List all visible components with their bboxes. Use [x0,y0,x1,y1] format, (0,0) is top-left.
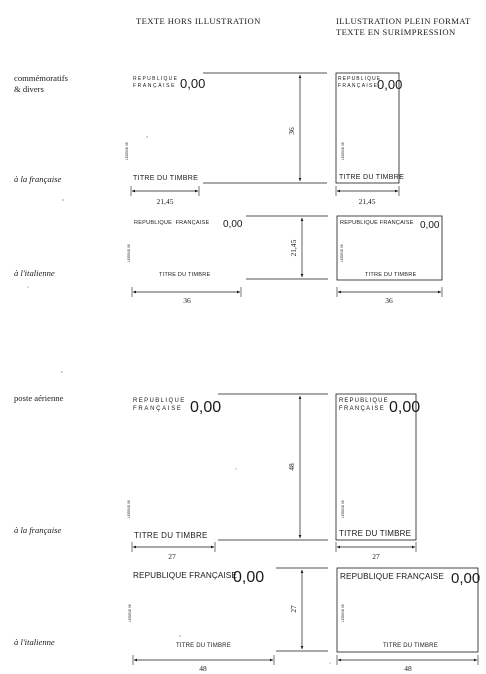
label-commemoratifs: commémoratifs [14,73,68,83]
label-francaise-2: à la française [14,525,62,535]
stamp-republique: REPUBLIQUE [339,398,389,404]
dimension-width-label: 36 [183,296,191,305]
stamp-title: TITRE DU TIMBRE [383,643,438,649]
dimension-height-label: 36 [287,127,296,135]
stamp-right-horizontal-small [337,216,442,305]
stamp-left-vertical-large [127,394,328,561]
header-left: TEXTE HORS ILLUSTRATION [136,16,261,26]
dimension-width-label: 27 [168,552,176,561]
stamp-legend: LEGEND 98 [125,142,129,160]
stamp-right-vertical-small [336,73,404,206]
stamp-legend: LEGEND 98 [340,244,344,262]
header-right-line2: TEXTE EN SURIMPRESSION [336,27,456,37]
dimension-height-label: 21,45 [289,239,298,257]
dimension-height-label: 27 [289,605,298,613]
dimension-width-label: 21,45 [156,197,174,206]
stamp-legend: LEGEND 98 [341,142,345,160]
stamp-legend: LEGEND 98 [128,604,132,622]
stamp-value: 0,00 [377,77,403,92]
stamp-francaise: FRANÇAISE [133,83,177,89]
stamp-left-horizontal-small [127,216,328,305]
stamp-francaise: FRANÇAISE [338,83,379,89]
stamp-republique: REPUBLIQUE [133,76,179,82]
header-right-line1: ILLUSTRATION PLEIN FORMAT [336,16,471,26]
label-poste-aerienne: poste aérienne [14,393,64,403]
dimension-width-label: 36 [385,296,393,305]
label-divers: & divers [14,84,44,94]
stamp-francaise: FRANÇAISE [133,406,183,412]
stamp-republique-francaise: REPUBLIQUE FRANÇAISE [133,571,237,580]
stamp-value: 0,00 [233,569,265,586]
stamp-republique-francaise: REPUBLIQUE FRANÇAISE [134,220,210,226]
stamp-value: 0,00 [451,570,481,587]
stamp-legend: LEGEND 98 [127,244,131,262]
stamp-value: 0,00 [420,220,440,231]
dimension-width-label: 48 [199,664,207,673]
dimension-width-label: 27 [372,552,380,561]
dimension-height-label: 48 [287,463,296,471]
stamp-value: 0,00 [180,76,206,91]
stamp-value: 0,00 [223,219,243,230]
stamp-republique: REPUBLIQUE [338,76,382,82]
stamp-value: 0,00 [389,399,421,416]
stamp-legend: LEGEND 98 [341,604,345,622]
stamp-title: TITRE DU TIMBRE [176,643,231,649]
dimension-width-label: 48 [404,664,412,673]
dimension-width-label: 21,45 [358,197,376,206]
stamp-republique: REPUBLIQUE [133,398,186,404]
stamp-francaise: FRANÇAISE [339,406,386,412]
label-italienne-1: à l'italienne [14,268,55,278]
stamp-title: TITRE DU TIMBRE [159,272,211,278]
stamp-title: TITRE DU TIMBRE [365,272,417,278]
stamp-title: TITRE DU TIMBRE [134,531,208,540]
stamp-title: TITRE DU TIMBRE [339,174,405,181]
label-italienne-2: à l'italienne [14,637,55,647]
stamp-right-horizontal-large [337,568,480,673]
stamp-title: TITRE DU TIMBRE [339,529,412,538]
stamp-left-horizontal-large [128,568,328,673]
stamp-legend: LEGEND 98 [127,500,131,518]
stamp-value: 0,00 [190,399,222,416]
stamp-republique-francaise: REPUBLIQUE FRANÇAISE [340,572,444,581]
stamp-title: TITRE DU TIMBRE [133,175,199,182]
label-francaise-1: à la française [14,174,62,184]
stamp-left-vertical-small [125,73,327,206]
stamp-right-vertical-large [336,394,420,561]
stamp-republique-francaise: REPUBLIQUE FRANÇAISE [340,220,414,226]
stamp-legend: LEGEND 98 [341,500,345,518]
